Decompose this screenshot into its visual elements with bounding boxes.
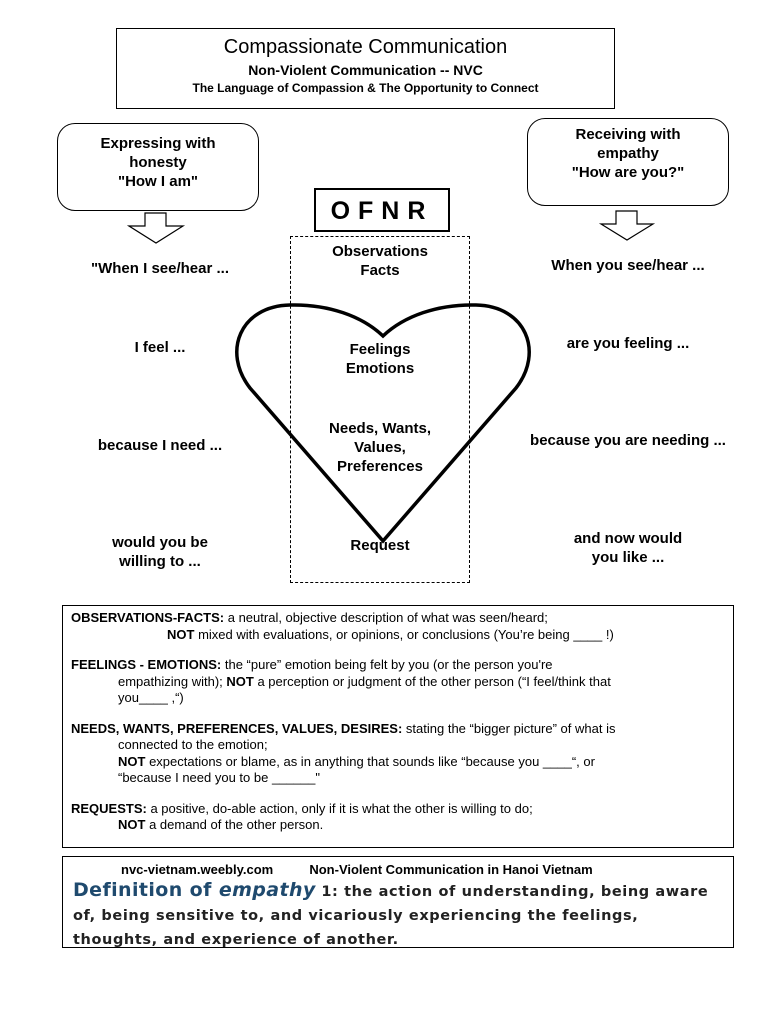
receiving-line-3: "How are you?" (571, 164, 685, 181)
right-observe: When you see/hear ... (551, 257, 705, 274)
left-need: because I need ... (97, 437, 223, 454)
def-requests (71, 801, 725, 834)
def-requests-text: a positive, do-able action, only if it is what the other is willing to do; (146, 800, 533, 816)
center-feelings (290, 340, 470, 378)
def-feelings-text: the “pure” emotion being felt by you (or the person you're (221, 657, 553, 672)
definitions-box (62, 605, 734, 848)
ofnr-box: OFNR (314, 188, 450, 232)
def-feelings-term: FEELINGS - EMOTIONS: (71, 657, 222, 672)
left-down-arrow-icon (129, 213, 183, 243)
footer-box (62, 856, 734, 948)
def-needs-not: NOT (118, 753, 146, 769)
center-needs (290, 419, 470, 476)
def-needs-text: stating the “bigger picture” of what is (402, 720, 616, 736)
ofnr-dashed-column (290, 236, 470, 583)
def-needs-term: NEEDS, WANTS, PREFERENCES, VALUES, DESIRES: (71, 720, 403, 736)
def-observations-text: a neutral, objective description of what was seen/heard; (224, 610, 548, 625)
expressing-line-2: honesty (129, 154, 187, 171)
right-down-arrow-icon (601, 211, 653, 240)
right-feel: are you feeling ... (566, 335, 690, 352)
def-needs-line4: “because I need you to be ______" (118, 770, 320, 785)
center-observations-line-2: Facts (360, 262, 400, 279)
center-request: Request (350, 537, 410, 554)
empathy-definition (73, 878, 728, 948)
right-need: because you are needing ... (530, 432, 726, 449)
def-feelings-line2-pre: empathizing with); (118, 673, 227, 689)
page-tagline: The Language of Compassion & The Opportunity to Connect (192, 81, 539, 95)
left-feel: I feel ... (134, 339, 186, 356)
center-needs-line-2: Values, (354, 439, 406, 456)
left-request-line-2: willing to ... (119, 553, 201, 570)
footer-links (121, 862, 593, 877)
right-request-line-2: you like ... (591, 549, 665, 566)
def-requests-not-text: a demand of the other person. (145, 817, 324, 832)
center-needs-line-1: Needs, Wants, (329, 420, 431, 437)
expressing-line-3: "How I am" (117, 173, 199, 190)
def-feelings-not: NOT (226, 673, 254, 689)
left-request-line-1: would you be (112, 534, 208, 551)
def-needs (71, 721, 725, 787)
def-feelings (71, 657, 725, 707)
footer-org: Non-Violent Communication in Hanoi Vietnam (309, 862, 593, 877)
def-needs-line2: connected to the emotion; (118, 737, 268, 752)
page-title: Compassionate Communication (223, 36, 508, 58)
page-subtitle: Non-Violent Communication -- NVC (248, 62, 483, 78)
expressing-line-1: Expressing with (100, 135, 216, 152)
left-observe: "When I see/hear ... (91, 260, 229, 277)
def-requests-term: REQUESTS: (71, 800, 147, 816)
empathy-definition-text: 1: the action of understanding, being aware of, being sensitive to, and vicariously experiencing the feelings, thoughts, and experience of another. (73, 884, 709, 948)
empathy-definition-word: empathy (218, 879, 316, 901)
right-request-line-1: and now would (573, 530, 683, 547)
def-observations-term: OBSERVATIONS-FACTS: (71, 610, 225, 625)
center-feelings-line-2: Emotions (345, 360, 415, 377)
center-observations (290, 242, 470, 280)
receiving-line-2: empathy (597, 145, 659, 162)
def-observations (71, 610, 725, 643)
empathy-definition-term (73, 879, 316, 901)
def-observations-not: NOT (167, 626, 195, 642)
center-feelings-line-1: Feelings (349, 341, 411, 358)
receiving-line-1: Receiving with (575, 126, 681, 143)
left-request (55, 533, 265, 571)
center-needs-line-3: Preferences (337, 458, 423, 475)
footer-website: nvc-vietnam.weebly.com (121, 862, 274, 877)
def-feelings-line2-post: a perception or judgment of the other person (“I feel/think that (253, 673, 611, 689)
def-requests-not: NOT (118, 817, 146, 832)
right-request (508, 529, 748, 567)
def-observations-not-text: mixed with evaluations, or opinions, or conclusions (You’re being ____ !) (194, 626, 614, 642)
def-needs-line3: expectations or blame, as in anything that sounds like “because you ____“, or (145, 753, 595, 769)
def-feelings-line3: you____ ,“) (118, 690, 184, 705)
empathy-definition-label: Definition of (73, 879, 219, 901)
center-observations-line-1: Observations (332, 243, 428, 260)
